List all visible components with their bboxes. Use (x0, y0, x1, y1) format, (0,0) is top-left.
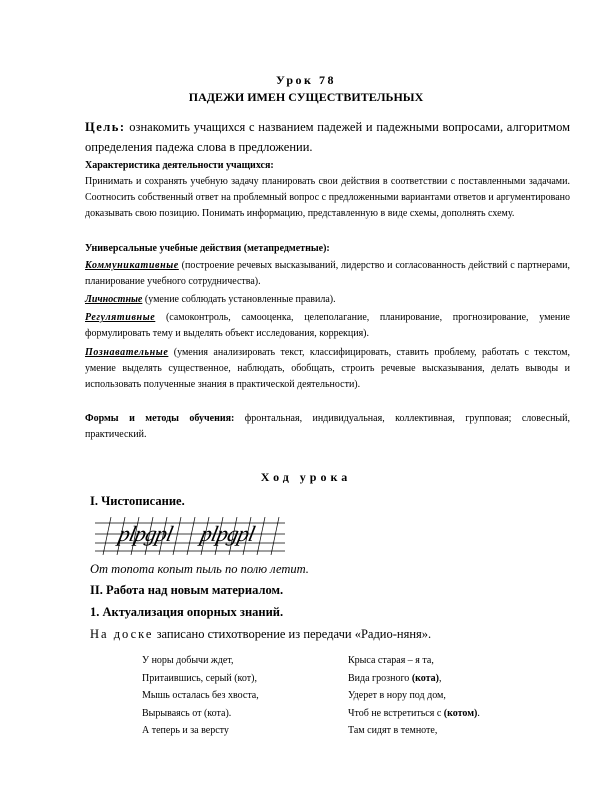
uud-cognitive (85, 345, 570, 393)
section2-subtitle: 1. Актуализация опорных знаний. (90, 605, 284, 619)
board-spaced: На доске (90, 627, 154, 641)
uud-personal (85, 292, 570, 308)
lesson-title: ПАДЕЖИ ИМЕН СУЩЕСТВИТЕЛЬНЫХ (188, 90, 424, 104)
goal-paragraph (85, 117, 570, 157)
uud-regulatory (85, 310, 570, 342)
personal-label: Личностные (85, 294, 143, 305)
proverb: От топота копыт пыль по полю летит. (90, 562, 309, 576)
section1-title: I. Чистописание. (90, 494, 185, 508)
personal-text: (умение соблюдать установленные правила). (142, 294, 336, 305)
lesson-number: Урок 78 (276, 73, 336, 87)
communicative-label: Коммуникативные (85, 260, 179, 271)
uud-heading-text: Универсальные учебные действия (метапредметные): (85, 243, 330, 254)
regulatory-label: Регулятивные (85, 312, 156, 323)
cursive-sample-2: plpgpl (198, 521, 257, 546)
poem-line: Мышь осталась без хвоста, (142, 690, 259, 701)
poem-line: Вырываясь от (кота). (142, 707, 232, 719)
poem-line: Крыса старая – я та, (348, 655, 434, 666)
regulatory-text: (самоконтроль, самооценка, целеполагание, планирование, прогнозирование, умение формулировать тему и выделять объект исследования, коррекция). (85, 312, 570, 339)
poem-left (142, 655, 259, 743)
poem-line: Притаившись, серый (кот), (142, 672, 257, 684)
forms-label: Формы и методы обучения: (85, 413, 235, 424)
goal-label: Цель: (85, 120, 126, 134)
forms-paragraph (85, 411, 570, 443)
cursive-sample-1: plpgpl (116, 521, 175, 546)
poem-line: Чтоб не встретиться с (котом). (348, 707, 480, 719)
poem-line: Вида грозного (кота), (348, 672, 442, 684)
handwriting-sample (95, 517, 300, 555)
characteristics-heading-text: Характеристика деятельности учащихся: (85, 160, 274, 171)
poem-line: У норы добычи ждет, (142, 655, 234, 666)
poem-line: А теперь и за версту (142, 725, 229, 736)
poem-line: Удерет в нору под дом, (348, 690, 446, 701)
communicative-text: (построение речевых высказываний, лидерство и согласованность действий с партнерами, планирование учебного сотрудничества). (85, 260, 570, 287)
goal-text: ознакомить учащихся с названием падежей и падежными вопросами, алгоритмом определения падежа слова в предложении. (85, 120, 570, 154)
section2-title: II. Работа над новым материалом. (90, 583, 284, 597)
cognitive-text: (умения анализировать текст, классифицировать, ставить проблему, работать с текстом, умение выделять существенное, наблюдать, обобщать, строить речевые высказывания, делать выводы и использовать полученные знания в практической деятельности). (85, 347, 570, 390)
board-text: записано стихотворение из передачи «Радио-няня». (153, 627, 432, 641)
poem-line: Там сидят в темноте, (348, 725, 438, 736)
characteristics-heading (85, 158, 570, 174)
board-line (90, 627, 431, 642)
cognitive-label: Познавательные (85, 347, 169, 358)
uud-communicative (85, 258, 570, 290)
course-heading: Ход урока (260, 470, 352, 484)
characteristics-text: Принимать и сохранять учебную задачу планировать свои действия в соответствии с поставленными задачами. Соотносить собственный ответ на проблемный вопрос с предложенными вариантами ответов и аргументировано доказывать свою позицию. Понимать информацию, представленную в виде схемы, дополнять схему. (85, 176, 570, 219)
uud-heading (85, 241, 570, 257)
poem-right (348, 655, 480, 743)
forms-text: фронтальная, индивидуальная, коллективная, групповая; словесный, практический. (85, 413, 570, 440)
